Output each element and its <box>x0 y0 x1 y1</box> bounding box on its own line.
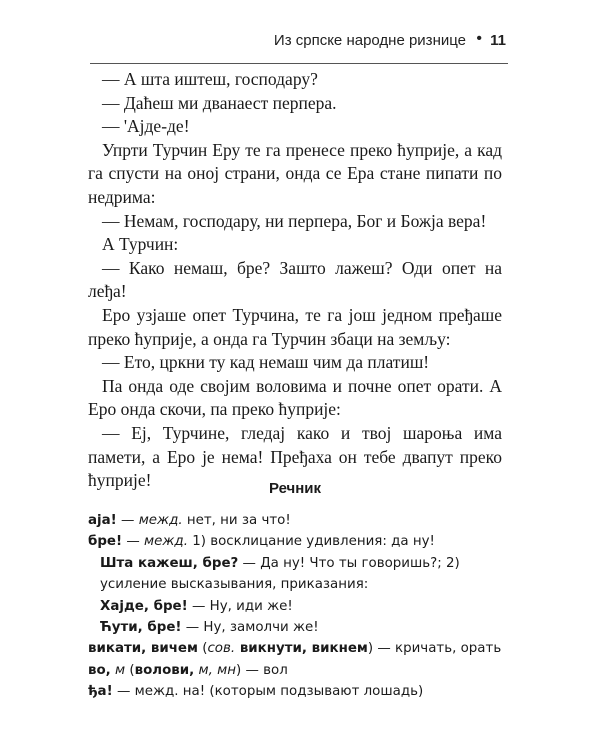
part-of-speech: сов. <box>207 641 236 657</box>
definition: нет, ни за что! <box>182 513 291 528</box>
running-title: Из српске народне ризнице <box>273 32 466 49</box>
example-phrase: Шта кажеш, бре? <box>100 555 239 571</box>
example-translation: — Ну, иди же! <box>187 598 293 614</box>
running-header <box>0 30 600 56</box>
part-of-speech: межд. <box>138 513 183 528</box>
glossary-entry-vikati <box>88 638 506 659</box>
dash: — <box>122 534 145 550</box>
headword: аја! <box>88 513 117 528</box>
story-paragraph: — А шта иштеш, господару? <box>102 69 318 89</box>
headword: викати, вичем <box>88 641 198 657</box>
definition: ) — вол <box>235 662 288 678</box>
story-paragraph: — Даћеш ми дванаест перпера. <box>102 92 337 113</box>
story-paragraph: Еро узјаше опет Турчина, те га још једном пређаше преко ћуприје, а онда га Турчин збаци на земљу: <box>88 304 502 349</box>
dash: — <box>116 513 139 528</box>
story-paragraph: — Ето, цркни ту кад немаш чим да платиш! <box>102 352 430 373</box>
definition: — межд. на! (которым подзывают лошадь) <box>112 684 424 700</box>
glossary <box>88 510 506 703</box>
example-translation: — Да ну! Что ты говоришь?; 2) усиление высказывания, приказания: <box>100 555 460 593</box>
definition: 1) восклицание удивления: да ну! <box>187 534 435 550</box>
glossary-example <box>88 617 506 638</box>
header-bullet: • <box>476 30 482 47</box>
glossary-example <box>88 596 506 617</box>
example-translation: — Ну, замолчи же! <box>181 620 319 636</box>
example-phrase: Хајде, бре! <box>100 598 188 614</box>
part-of-speech: межд. <box>144 534 188 550</box>
glossary-entry-aja <box>88 510 506 531</box>
glossary-example <box>88 553 506 596</box>
example-phrase: Ћути, бре! <box>100 620 182 636</box>
glossary-entry-bre <box>88 531 506 552</box>
glossary-entry-vo <box>88 660 506 681</box>
story-paragraph: — 'Ајде-де! <box>102 116 190 137</box>
glossary-title: Речник <box>268 480 322 497</box>
paren-open: ( <box>125 662 135 678</box>
gender-mark: м <box>110 662 126 678</box>
glossary-entry-dja <box>88 681 506 702</box>
story-text <box>88 68 502 493</box>
story-paragraph: — Немам, господару, ни перпера, Бог и Божја вера! <box>102 210 487 231</box>
story-paragraph: А Турчин: <box>102 234 179 255</box>
gender-mark: м, <box>194 662 213 678</box>
plural-form: волови, <box>134 662 195 678</box>
paren-open: ( <box>197 641 208 657</box>
story-paragraph: Упрти Турчин Еру те га пренесе преко ћуприје, а кад га спусти на оној страни, онда се Ера стане пипати по недрима: <box>88 139 502 207</box>
perfective-forms: викнути, викнем <box>235 641 368 657</box>
story-paragraph: — Еј, Турчине, гледај како и твој шароња има памети, а Еро је нема! Пређаха он тебе двапут преко ћуприје! <box>88 422 502 491</box>
page-number: 11 <box>490 32 506 49</box>
headword: бре! <box>88 534 123 550</box>
definition: ) — кричать, орать <box>367 641 502 657</box>
number-mark: мн <box>212 662 236 678</box>
headword: ђа! <box>88 684 113 700</box>
headword: во, <box>88 662 111 678</box>
story-paragraph: — Како немаш, бре? Зашто лажеш? Оди опет на леђа! <box>88 257 502 302</box>
header-rule <box>90 63 508 64</box>
story-paragraph: Па онда оде својим воловима и почне опет орати. А Еро онда скочи, па преко ћуприје: <box>88 375 502 420</box>
